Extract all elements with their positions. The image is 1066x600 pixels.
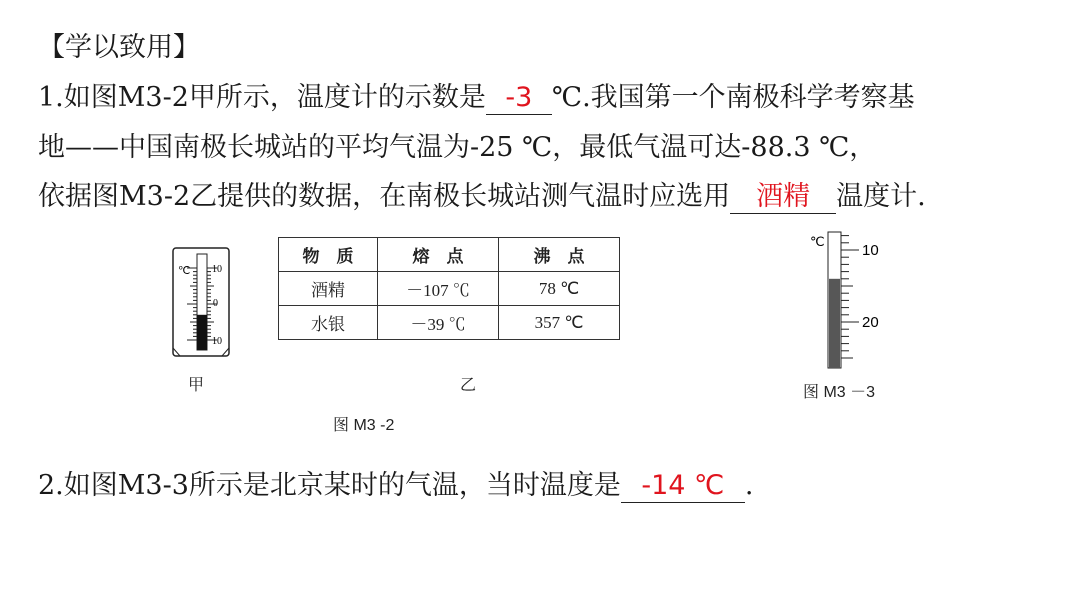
- mercury-column: [197, 315, 207, 350]
- melting-boiling-table: [278, 237, 620, 340]
- question-1-line-3: [38, 177, 926, 217]
- thermometer-figure-m3-3: [800, 228, 900, 372]
- tick-label-20: 20: [862, 314, 879, 331]
- question-1-line-2: 地——中国南极长城站的平均气温为-25 ℃，最低气温可达-88.3 ℃，: [38, 132, 877, 163]
- figure-m3-2-caption: 图 M3 -2: [333, 417, 395, 434]
- question-1-line-1: [38, 78, 915, 118]
- q1-line1-suffix: ℃.我国第一个南极科学考察基: [551, 82, 915, 113]
- q1-line3-suffix: 温度计.: [836, 181, 926, 212]
- table-cell: 酒精: [279, 272, 378, 306]
- tick-label-bottom: 10: [212, 336, 222, 347]
- unit-label-b: ℃: [810, 234, 825, 249]
- tick-label-10: 10: [862, 242, 879, 259]
- table-cell: －39 ℃: [378, 306, 499, 340]
- table-row: [279, 272, 620, 306]
- figure-b-label: 乙: [460, 377, 477, 394]
- unit-label-a: ℃: [178, 265, 191, 277]
- tick-label-zero: 0: [213, 298, 218, 309]
- table-cell: 357 ℃: [499, 306, 620, 340]
- tick-label-top: 10: [212, 264, 222, 275]
- figure-a-label: 甲: [188, 377, 205, 394]
- answer-3: -14 ℃: [641, 470, 725, 501]
- q1-line1-prefix: 1.如图M3-2甲所示，温度计的示数是: [38, 82, 486, 113]
- answer-blank-2: [730, 181, 836, 214]
- table-row: [279, 306, 620, 340]
- answer-1: -3: [505, 82, 533, 113]
- scale-ticks: [841, 236, 859, 358]
- header-melting-point: 熔 点: [378, 238, 499, 272]
- answer-2: 酒精: [756, 181, 811, 212]
- q2-prefix: 2.如图M3-3所示是北京某时的气温，当时温度是: [38, 470, 621, 501]
- q1-line3-prefix: 依据图M3-2乙提供的数据，在南极长城站测气温时应选用: [38, 181, 731, 212]
- table-cell: 78 ℃: [499, 272, 620, 306]
- table-cell: 水银: [279, 306, 378, 340]
- table-cell: －107 ℃: [378, 272, 499, 306]
- question-2: [38, 466, 753, 506]
- temperature-column: [829, 279, 840, 368]
- figure-m3-3-caption: 图 M3 －3: [803, 384, 876, 401]
- answer-blank-1: [486, 82, 552, 115]
- answer-blank-3: [621, 470, 745, 503]
- thermometer-figure-a: [170, 244, 234, 362]
- section-title: 【学以致用】: [38, 32, 200, 63]
- header-boiling-point: 沸 点: [499, 238, 620, 272]
- table-header-row: [279, 238, 620, 272]
- header-substance: 物 质: [279, 238, 378, 272]
- q2-suffix: .: [744, 470, 754, 501]
